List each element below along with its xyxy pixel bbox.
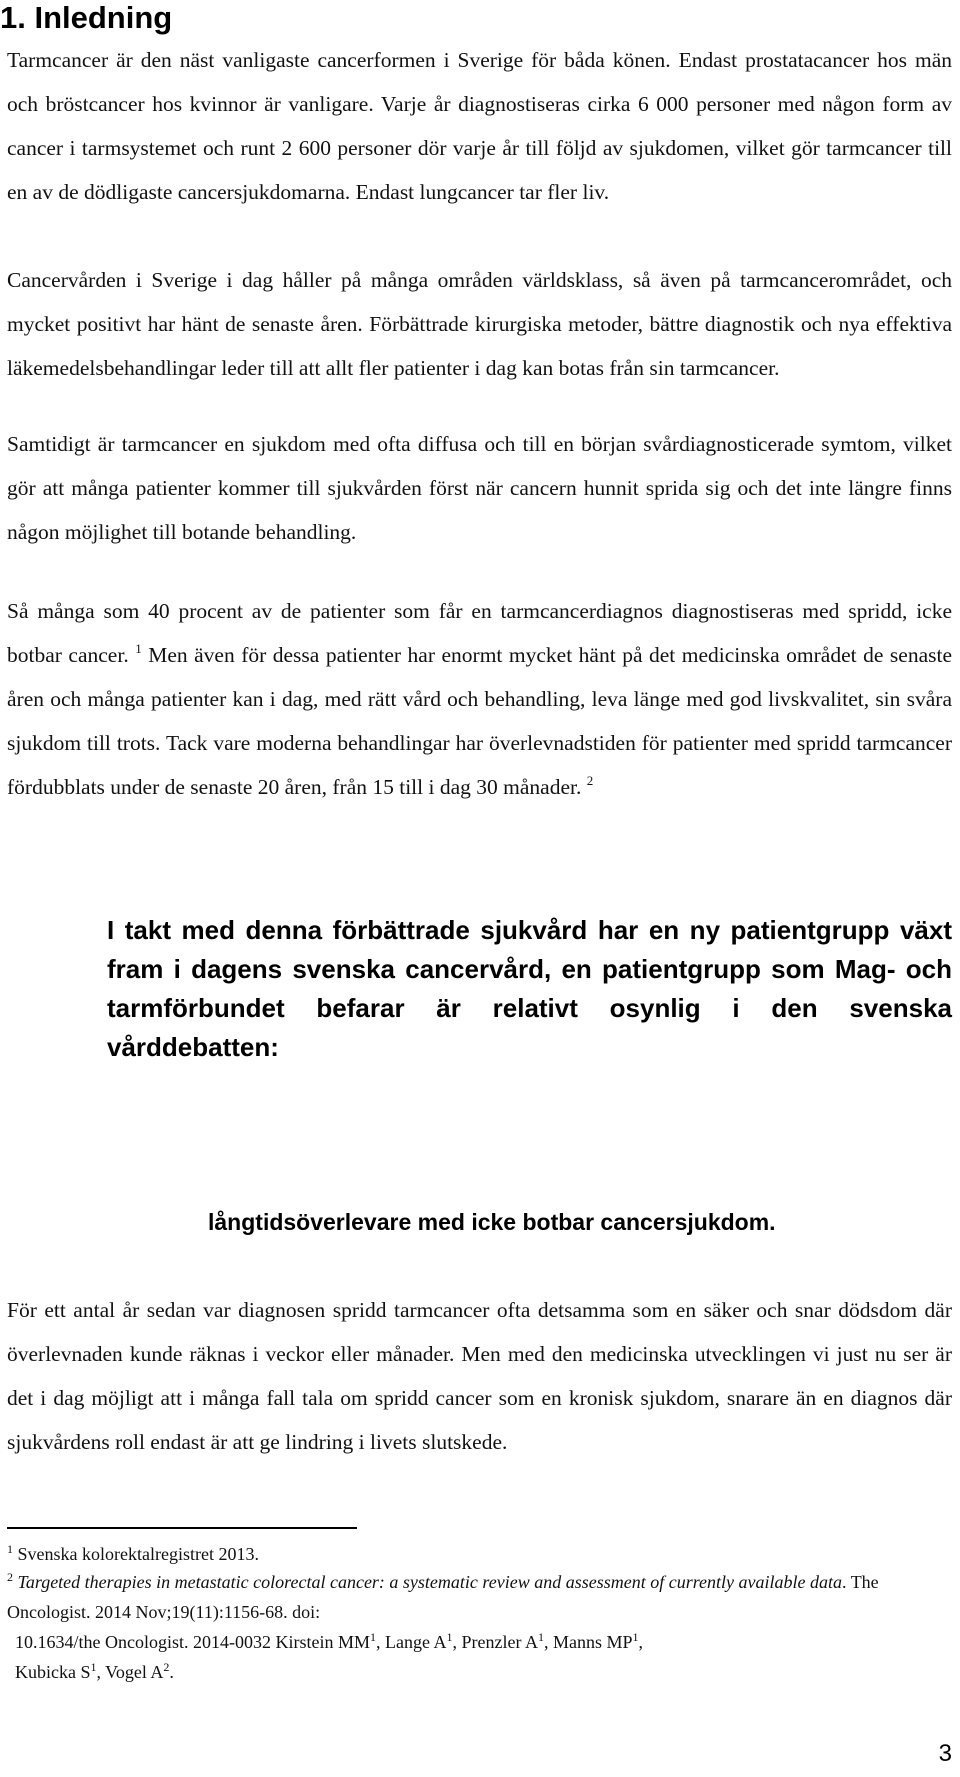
footnote-number: 2 (7, 1570, 13, 1584)
footnote-number: 1 (7, 1542, 13, 1556)
page-number: 3 (938, 1740, 952, 1767)
author-separator: , (638, 1632, 643, 1652)
callout-text: I takt med denna förbättrade sjukvård har en ny patientgrupp växt fram i dagens svenska cancervård, en patientgrupp som Mag- och tarmförbundet befarar är relativt osynlig i den svenska vårddebatten: (107, 915, 952, 1062)
paragraph-cancer-care: Cancervården i Sverige i dag håller på många områden världsklass, så även på tarmcancerområdet, och mycket positivt har hänt de senaste åren. Förbättrade kirurgiska metoder, bättre diagnostik och nya effektiva läkemedelsbehandlingar leder till att allt fler patienter i dag kan botas från sin tarmcancer. (7, 268, 952, 380)
footnote-journal: . The Oncologist. 2014 Nov;19(11):1156-68. doi: (7, 1572, 879, 1622)
footnote-divider (7, 1527, 357, 1529)
callout-subtitle: långtidsöverlevare med icke botbar cancersjukdom. (208, 1209, 776, 1235)
paragraph-symptoms: Samtidigt är tarmcancer en sjukdom med ofta diffusa och till en början svårdiagnosticerade symtom, vilket gör att många patienter kommer till sjukvården först när cancern hunnit sprida sig och det inte längre finns någon möjlighet till botande behandling. (7, 432, 952, 544)
section-heading: 1. Inledning (0, 0, 173, 35)
footnote-text: Svenska kolorektalregistret 2013. (13, 1544, 259, 1564)
author-affiliation: 1 (446, 1630, 453, 1644)
footnote-ref-2: 2 (586, 773, 594, 788)
footnote-1 (7, 1539, 952, 1569)
author-name: Kubicka S (15, 1662, 91, 1682)
footnote-ref-1: 1 (135, 641, 142, 656)
footnote-doi-line (7, 1627, 952, 1657)
author-separator: . (169, 1662, 174, 1682)
footnote-2 (7, 1567, 952, 1687)
paragraph-text: Men även för dessa patienter har enormt mycket hänt på det medicinska området de senaste åren och många patienter kan i dag, med rätt vård och behandling, leva länge med god livskvalitet, sin svåra sjukdom till trots. Tack vare moderna behandlingar har överlevnadstiden för patienter med spridd tarmcancer fördubblats under de senaste 20 åren, från 15 till i dag 30 månader. (7, 643, 952, 799)
paragraph-intro: Tarmcancer är den näst vanligaste cancerformen i Sverige för båda könen. Endast prostatacancer hos män och bröstcancer hos kvinnor är vanligare. Varje år diagnostiseras cirka 6 000 personer med någon form av cancer i tarmsystemet och runt 2 600 personer dör varje år till följd av sjukdomen, vilket gör tarmcancer till en av de dödligaste cancersjukdomarna. Endast lungcancer tar fler liv. (7, 48, 952, 204)
author-affiliation: 1 (90, 1660, 97, 1674)
paragraph-chronic-disease: För ett antal år sedan var diagnosen spridd tarmcancer ofta detsamma som en säker och snar dödsdom där överlevnaden kunde räknas i veckor eller månader. Men med den medicinska utvecklingen vi just nu ser är det i dag möjligt att i många fall tala om spridd cancer som en kronisk sjukdom, snarare än en diagnos där sjukvårdens roll endast är att ge lindring i livets slutskede. (7, 1298, 952, 1454)
author-name: , Lange A (375, 1632, 447, 1652)
author-name: , Vogel A (96, 1662, 164, 1682)
author-affiliation: 1 (632, 1630, 639, 1644)
author-affiliation: 1 (537, 1630, 544, 1644)
footnote-authors-line (7, 1657, 952, 1687)
footnote-doi: 10.1634/the Oncologist. 2014-0032 Kirstein MM (15, 1632, 370, 1652)
author-affiliation: 2 (163, 1660, 170, 1674)
footnote-article-title: Targeted therapies in metastatic colorectal cancer: a systematic review and assessment of currently available data (17, 1572, 843, 1592)
author-affiliation: 1 (369, 1630, 376, 1644)
paragraph-spread-cancer (7, 589, 952, 809)
paragraph-text: Så många som 40 procent av de patienter som får en tarmcancerdiagnos diagnostiseras med spridd, icke botbar cancer. (7, 599, 952, 667)
author-name: , Prenzler A (452, 1632, 538, 1652)
author-name: , Manns MP (543, 1632, 633, 1652)
